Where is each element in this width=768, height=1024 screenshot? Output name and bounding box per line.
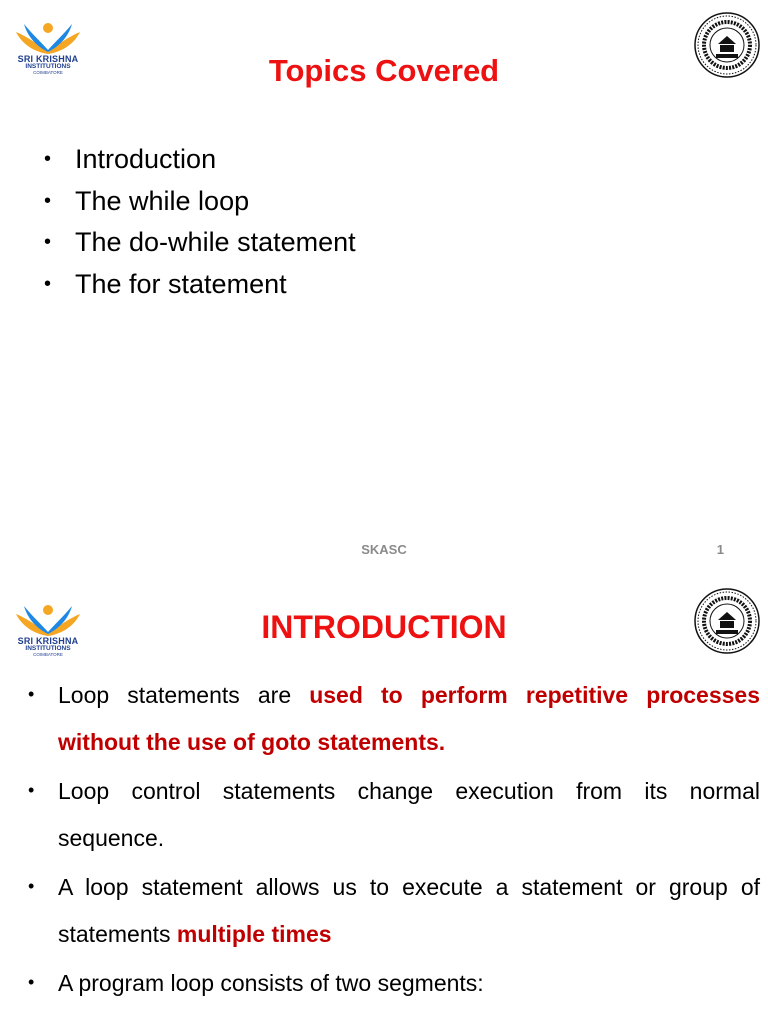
slide-title: INTRODUCTION xyxy=(261,609,507,645)
bullet-text: A loop statement allows us to execute a statement or group of statements xyxy=(58,874,760,947)
list-item xyxy=(28,864,760,958)
logo-line3: COIMBATORE xyxy=(33,69,63,75)
bullet-text: Loop statements are xyxy=(58,682,310,708)
intro-bullet-list xyxy=(28,672,760,1009)
logo-line2: INSTITUTIONS xyxy=(25,645,71,652)
bullet-text: A program loop consists of two segments: xyxy=(58,970,484,996)
topic-item: • The while loop xyxy=(44,181,356,223)
page-number: 1 xyxy=(716,542,724,557)
logo-emblem-icon xyxy=(8,14,88,56)
logo-line1: SRI KRISHNA xyxy=(17,54,79,64)
slide-title: Topics Covered xyxy=(268,53,500,88)
topic-item: • Introduction xyxy=(44,139,356,181)
logo-line1: SRI KRISHNA xyxy=(17,636,79,646)
topic-item: • The do-while statement xyxy=(44,222,356,264)
bullet-highlight: used to perform repetitive processes without the use of goto statements. xyxy=(58,682,760,755)
bullet-highlight: multiple times xyxy=(176,921,332,947)
topic-item: • The for statement xyxy=(44,264,356,306)
footer-label: SKASC xyxy=(361,542,407,557)
topics-list xyxy=(44,139,356,305)
bullet-text: Loop control statements change execution from its normal sequence. xyxy=(58,778,760,851)
list-item xyxy=(28,768,760,862)
logo-line3: COIMBATORE xyxy=(33,651,63,657)
list-item xyxy=(28,960,760,1007)
list-item xyxy=(28,672,760,766)
slide-introduction xyxy=(0,576,768,1024)
logo-line2: INSTITUTIONS xyxy=(25,63,71,70)
